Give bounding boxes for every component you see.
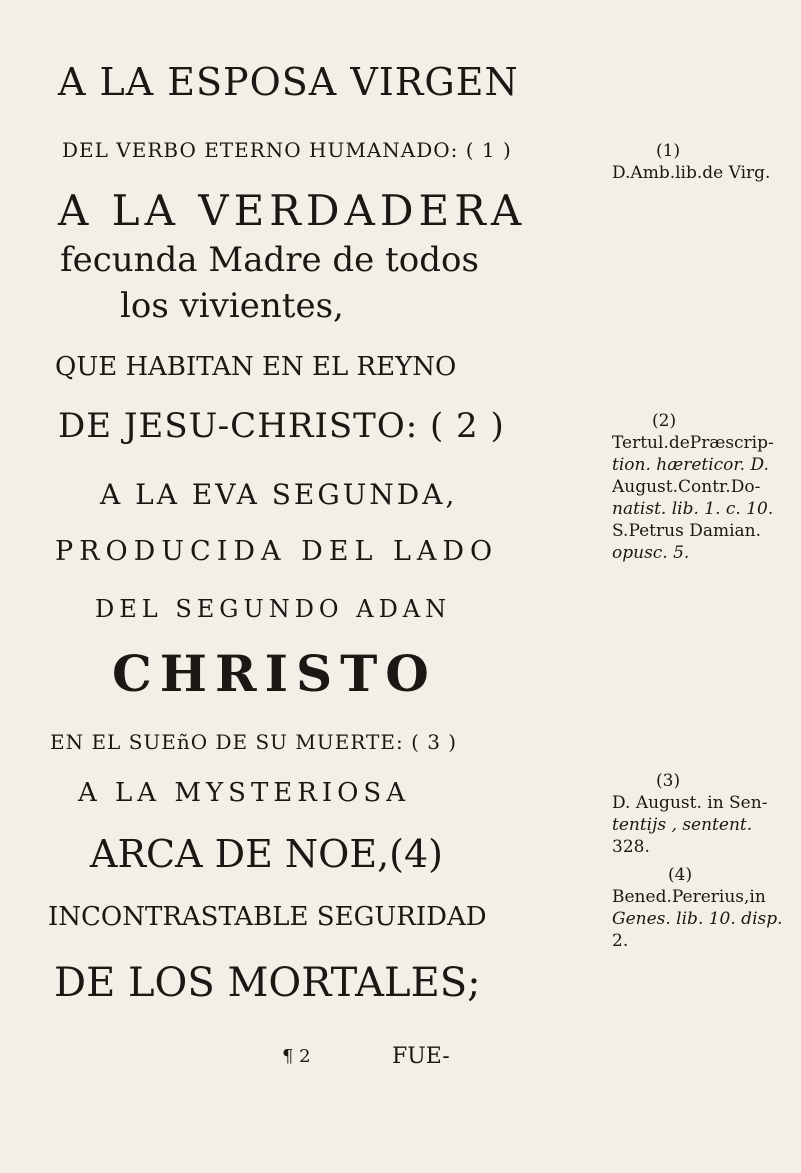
note-text: August.Contr.Do- (612, 477, 761, 497)
text-line: CHRISTO (112, 644, 437, 703)
title-line: A LA ESPOSA VIRGEN (58, 60, 519, 104)
note-text: tion. hæreticor. D. (612, 455, 769, 475)
text-line: A LA EVA SEGUNDA, (100, 478, 458, 511)
note-text: 328. (612, 837, 650, 857)
text-line: fecunda Madre de todos (60, 240, 479, 280)
catchword: FUE- (392, 1044, 450, 1069)
text-line: los vivientes, (120, 286, 344, 326)
text-line: A LA MYSTERIOSA (78, 778, 411, 808)
signature-mark: ¶ 2 (282, 1046, 311, 1067)
text-line: PRODUCIDA DEL LADO (55, 536, 499, 567)
note-text: D.Amb.lib.de Virg. (612, 163, 771, 183)
note-marker: (2) (652, 411, 677, 431)
note-text: tentijs , sentent. (612, 815, 753, 835)
text-line: DEL SEGUNDO ADAN (95, 595, 452, 623)
note-marker: (4) (668, 865, 693, 885)
note-text: Tertul.dePræscrip- (612, 433, 774, 453)
note-text: opusc. 5. (612, 543, 690, 563)
marginal-note-3 (612, 770, 792, 858)
text-line: ARCA DE NOE,(4) (90, 832, 443, 876)
text-line: INCONTRASTABLE SEGURIDAD (48, 902, 487, 932)
note-text: 2. (612, 931, 629, 951)
note-marker: (3) (656, 771, 681, 791)
note-marker: (1) (656, 141, 681, 161)
marginal-note-4 (612, 864, 792, 952)
note-text: natist. lib. 1. c. 10. (612, 499, 774, 519)
text-line: DE LOS MORTALES; (54, 960, 481, 1006)
text-line: EN EL SUEñO DE SU MUERTE: ( 3 ) (50, 730, 458, 754)
text-line: QUE HABITAN EN EL REYNO (55, 352, 457, 382)
marginal-note-2 (612, 410, 792, 564)
marginal-note-1 (612, 140, 792, 184)
text-line: DEL VERBO ETERNO HUMANADO: ( 1 ) (62, 138, 512, 162)
note-text: Genes. lib. 10. disp. (612, 909, 783, 929)
text-line: A LA VERDADERA (58, 186, 527, 235)
note-text: S.Petrus Damian. (612, 521, 762, 541)
note-text: D. August. in Sen- (612, 793, 768, 813)
text-line: DE JESU-CHRISTO: ( 2 ) (58, 406, 505, 446)
note-text: Bened.Pererius,in (612, 887, 766, 907)
